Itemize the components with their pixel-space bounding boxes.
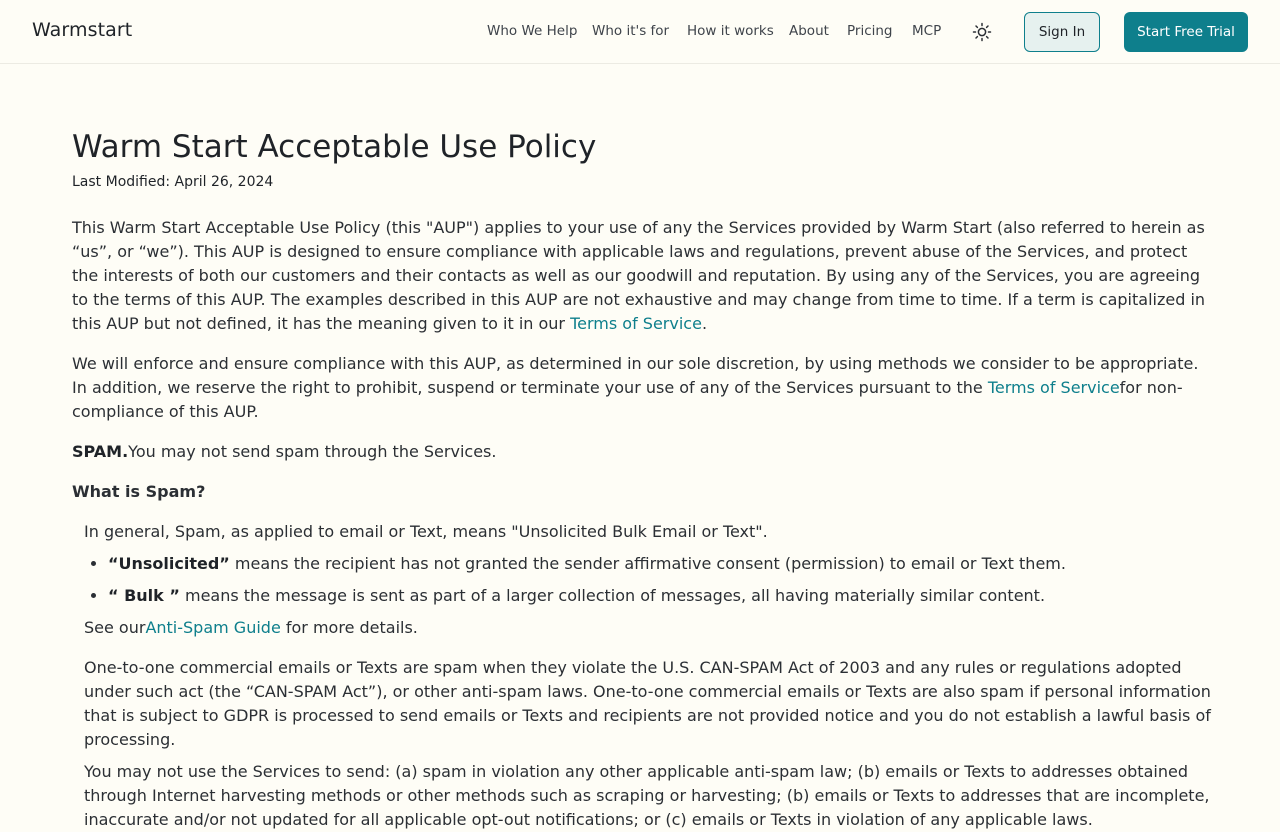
term-unsolicited: “Unsolicited”: [108, 554, 230, 573]
nav-who-we-help[interactable]: Who We Help: [487, 23, 578, 39]
enforcement-paragraph: [72, 352, 1212, 424]
nav-about[interactable]: About: [789, 23, 829, 39]
general-definition: In general, Spam, as applied to email or Text, means "Unsolicited Bulk Email or Text".: [84, 522, 768, 541]
nav-mcp[interactable]: MCP: [912, 23, 942, 39]
see-text: See our: [84, 618, 146, 637]
spam-label: SPAM.: [72, 442, 129, 461]
sun-icon[interactable]: [971, 21, 993, 43]
terms-of-service-link-2[interactable]: Terms of Service: [987, 378, 1120, 397]
nav-who-its-for[interactable]: Who it's for: [592, 23, 670, 39]
terms-of-service-link[interactable]: Terms of Service: [570, 314, 702, 333]
site-header: [0, 0, 1280, 64]
sign-in-button[interactable]: Sign In: [1024, 12, 1100, 52]
start-free-trial-button[interactable]: Start Free Trial: [1124, 12, 1248, 52]
nav-pricing[interactable]: Pricing: [847, 23, 893, 39]
anti-spam-guide-link[interactable]: Anti-Spam Guide: [145, 618, 281, 637]
term-definition: means the message is sent as part of a larger collection of messages, all having materially similar content.: [179, 586, 1046, 605]
one-to-one-paragraph: One-to-one commercial emails or Texts are spam when they violate the U.S. CAN-SPAM Act of 2003 and any rules or regulations adopted under such act (the “CAN-SPAM Act”), or other anti-spam laws. One-to-one commercial emails or Texts are also spam if personal information that is subject to GDPR is processed to send emails or Texts and recipients are not provided notice and you do not establish a lawful basis of processing.: [84, 658, 1211, 749]
list-item: [108, 584, 1212, 608]
intro-end: .: [701, 314, 708, 333]
what-is-spam-heading: What is Spam?: [72, 482, 206, 501]
term-bulk: “ Bulk ”: [108, 586, 180, 605]
spam-paragraph: [72, 440, 1212, 464]
enforcement-end: for non-compliance of this AUP.: [72, 378, 1183, 421]
spam-definition: [72, 520, 1212, 544]
intro-text: This Warm Start Acceptable Use Policy (this "AUP") applies to your use of any the Services provided by Warm Start (also referred to herein as “us”, or “we”). This AUP is designed to ensure compliance with applicable laws and regulations, prevent abuse of the Services, and protect the interests of both our customers and their contacts as well as our goodwill and reputation. By using any of the Services, you are agreeing to the terms of this AUP. The examples described in this AUP are not exhaustive and may change from time to time. If a term is capitalized in this AUP but not defined, it has the meaning given to it in our: [72, 218, 1206, 333]
spam-text: You may not send spam through the Services.: [128, 442, 497, 461]
enforcement-text: We will enforce and ensure compliance with this AUP, as determined in our sole discretion, by using methods we consider to be appropriate. In addition, we reserve the right to prohibit, suspend or terminate your use of any of the Services pursuant to the: [72, 354, 1199, 397]
page-title: Warm Start Acceptable Use Policy: [72, 129, 597, 165]
one-to-one-section: [72, 656, 1212, 752]
spam-terms-list: [72, 552, 1212, 608]
see-guide: [72, 616, 1212, 640]
term-definition: means the recipient has not granted the sender affirmative consent (permission) to email or Text them.: [229, 554, 1066, 573]
intro-paragraph: [72, 216, 1212, 336]
logo[interactable]: Warmstart: [32, 19, 133, 41]
list-item: [108, 552, 1212, 576]
nav-how-it-works[interactable]: How it works: [687, 23, 774, 39]
may-not-paragraph: You may not use the Services to send: (a) spam in violation any other applicable anti-spam law; (b) emails or Texts to addresses obtained through Internet harvesting methods or other methods such as scraping or harvesting; (b) emails or Texts to addresses that are incomplete, inaccurate and/or not updated for all applicable opt-out notifications; or (c) emails or Texts in violation of any applicable laws.: [84, 762, 1210, 829]
policy-content: [72, 126, 1212, 832]
may-not-section: [72, 760, 1212, 832]
see-end: for more details.: [280, 618, 418, 637]
last-modified: Last Modified: April 26, 2024: [72, 174, 274, 190]
